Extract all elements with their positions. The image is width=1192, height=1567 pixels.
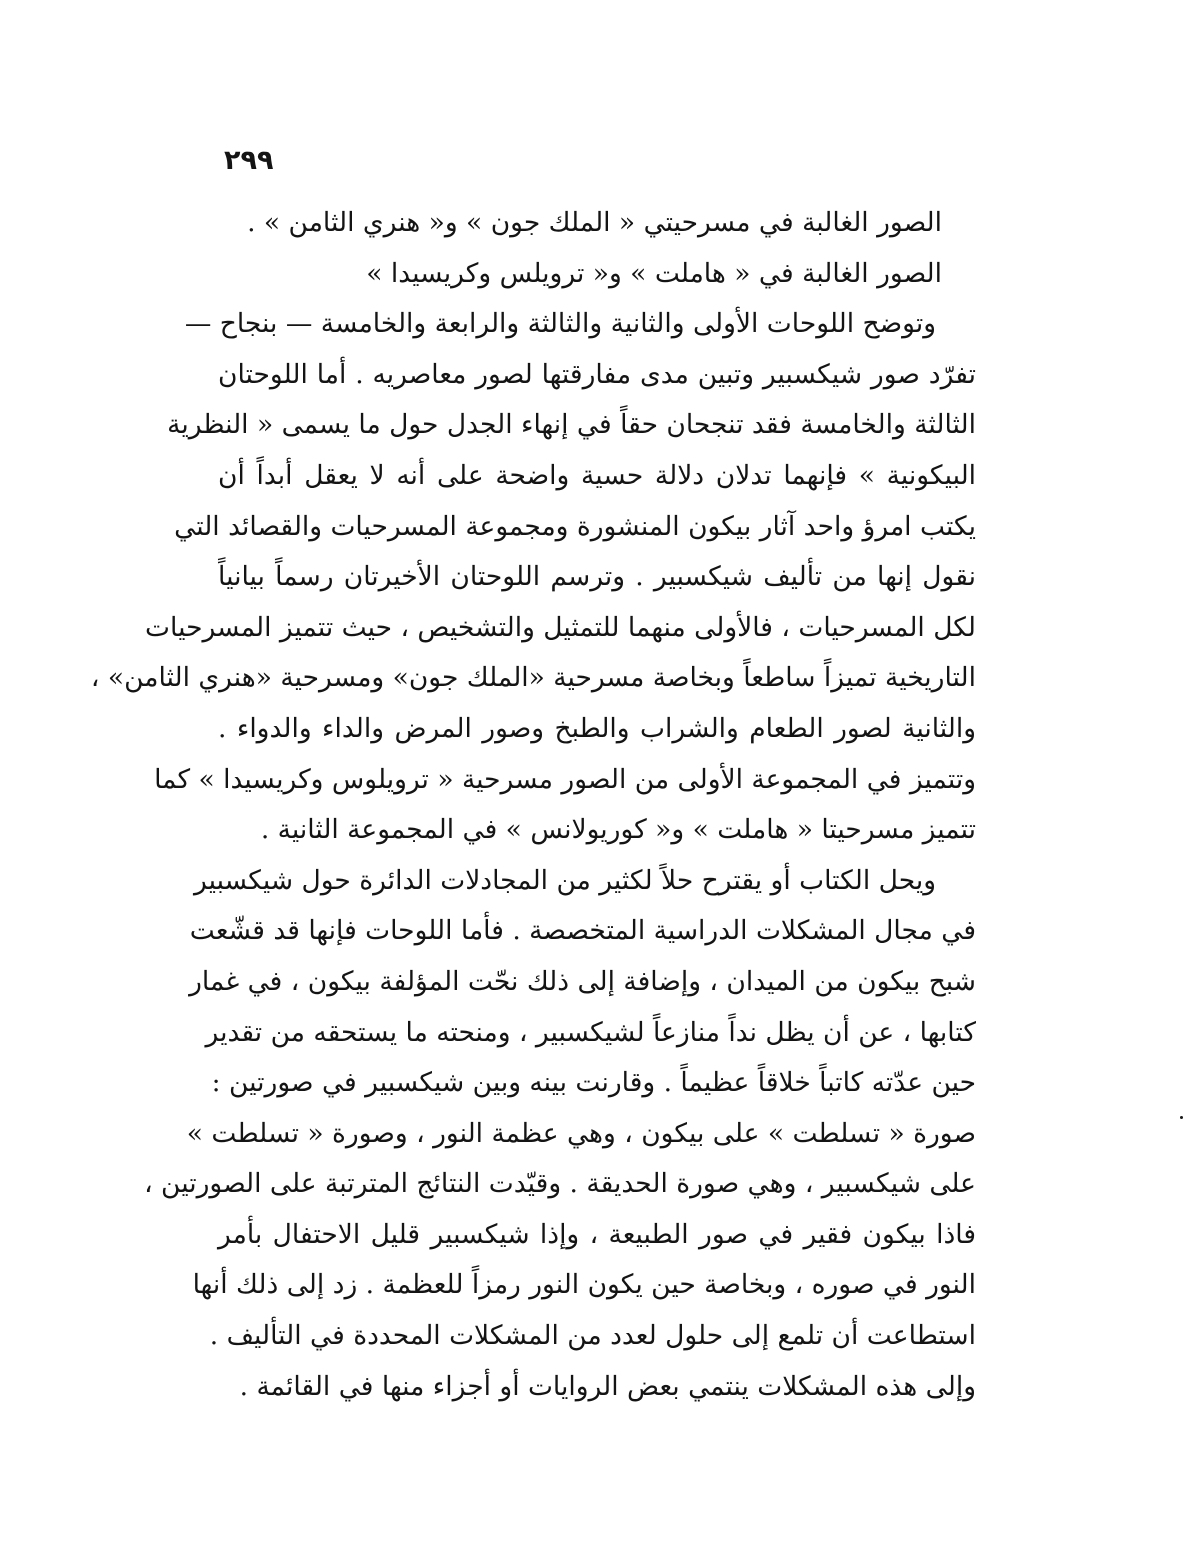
text-line: صورة « تسلطت » على بيكون ، وهي عظمة النور ، وصورة « تسلطت » — [186, 1117, 976, 1149]
text-line: كتابها ، عن أن يظل نداً منازعاً لشيكسبير ، ومنحته ما يستحقه من تقدير — [205, 1016, 976, 1048]
text-line: تتميز مسرحيتا « هاملت » و« كوريولانس » في المجموعة الثانية . — [260, 814, 976, 846]
text-line: الصور الغالبة في « هاملت » و« ترويلس وكريسيدا » — [366, 257, 942, 289]
text-line: وتوضح اللوحات الأولى والثانية والثالثة والرابعة والخامسة — بنجاح — — [184, 308, 936, 340]
text-line: البيكونية » فإنهما تدلان دلالة حسية واضحة على أنه لا يعقل أبداً أن — [218, 459, 976, 491]
scan-speck — [1180, 1116, 1183, 1119]
page-number: ٢٩٩ — [224, 145, 274, 176]
text-line: على شيكسبير ، وهي صورة الحديقة . وقيّدت النتائج المترتبة على الصورتين ، — [144, 1168, 976, 1200]
text-line: فاذا بيكون فقير في صور الطبيعة ، وإذا شيكسبير قليل الاحتفال بأمر — [218, 1218, 976, 1250]
text-line: الصور الغالبة في مسرحيتي « الملك جون » و« هنري الثامن » . — [247, 207, 942, 238]
text-line: نقول إنها من تأليف شيكسبير . وترسم اللوحتان الأخيرتان رسماً بيانياً — [218, 561, 976, 593]
text-line: لكل المسرحيات ، فالأولى منهما للتمثيل والتشخيص ، حيث تتميز المسرحيات — [145, 611, 976, 643]
text-line: شبح بيكون من الميدان ، وإضافة إلى ذلك نحّت المؤلفة بيكون ، في غمار — [189, 965, 976, 997]
text-line: النور في صوره ، وبخاصة حين يكون النور رمزاً للعظمة . زد إلى ذلك أنها — [192, 1269, 976, 1301]
text-line: ويحل الكتاب أو يقترح حلاً لكثير من المجادلات الدائرة حول شيكسبير — [193, 864, 936, 896]
text-line: التاريخية تميزاً ساطعاً وبخاصة مسرحية «الملك جون» ومسرحية «هنري الثامن» ، — [90, 662, 976, 694]
body-text — [90, 198, 976, 1412]
text-line: وتتميز في المجموعة الأولى من الصور مسرحية « ترويلوس وكريسيدا » كما — [154, 763, 976, 795]
text-line: حين عدّته كاتباً خلاقاً عظيماً . وقارنت بينه وبين شيكسبير في صورتين : — [211, 1067, 976, 1099]
text-line: والثانية لصور الطعام والشراب والطبخ وصور المرض والداء والدواء . — [218, 712, 976, 744]
text-line: في مجال المشكلات الدراسية المتخصصة . فأما اللوحات فإنها قد قشّعت — [189, 915, 976, 947]
text-line: وإلى هذه المشكلات ينتمي بعض الروايات أو أجزاء منها في القائمة . — [239, 1370, 976, 1402]
text-line: الثالثة والخامسة فقد تنجحان حقاً في إنهاء الجدل حول ما يسمى « النظرية — [167, 409, 976, 441]
text-line: يكتب امرؤ واحد آثار بيكون المنشورة ومجموعة المسرحيات والقصائد التي — [174, 510, 976, 542]
text-line: تفرّد صور شيكسبير وتبين مدى مفارقتها لصور معاصريه . أما اللوحتان — [218, 358, 976, 390]
text-line: استطاعت أن تلمع إلى حلول لعدد من المشكلات المحددة في التأليف . — [209, 1320, 976, 1352]
